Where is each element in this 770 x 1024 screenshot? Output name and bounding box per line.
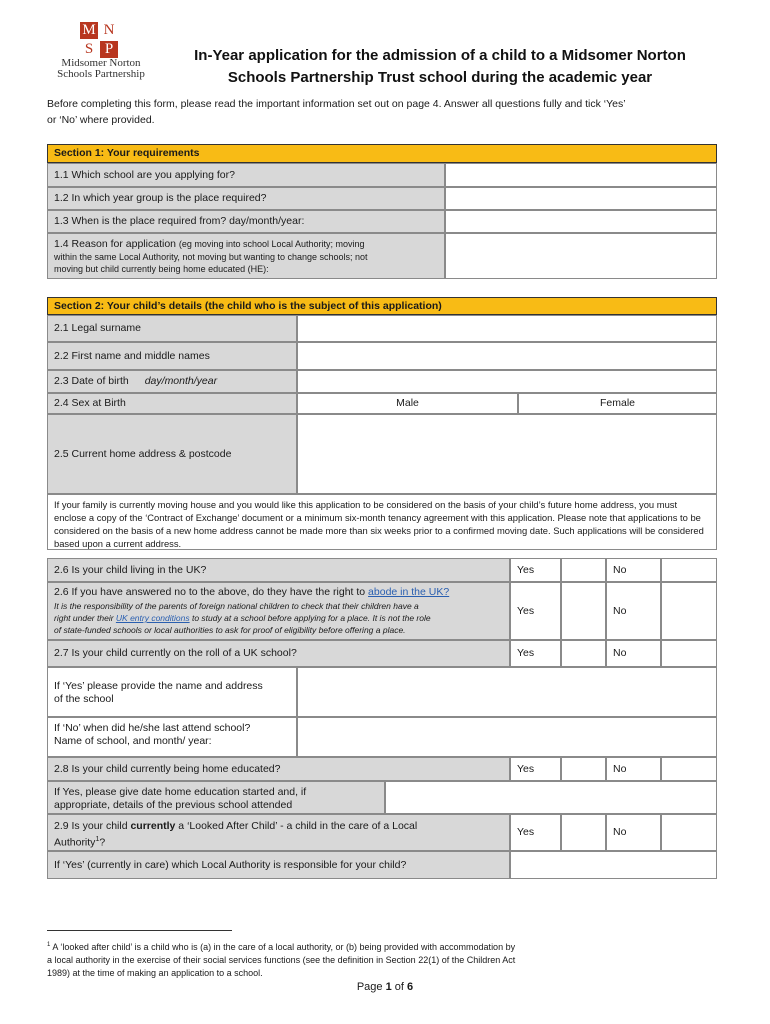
abode-link[interactable]: abode in the UK?: [368, 586, 450, 598]
section2-header: Section 2: Your child’s details (the child who is the subject of this application): [47, 297, 717, 315]
q2-2-label: 2.2 First name and middle names: [47, 342, 297, 370]
sex-female-option[interactable]: Female: [518, 393, 717, 414]
q2-7-label: 2.7 Is your child currently on the roll of a UK school?: [47, 640, 510, 667]
logo-text: Midsomer Norton Schools Partnership: [57, 57, 145, 80]
q2-9-la-label: If ‘Yes’ (currently in care) which Local Authority is responsible for your child?: [47, 851, 510, 879]
q2-6-no-label: No: [606, 558, 661, 582]
q2-8-yes-box[interactable]: [561, 757, 606, 781]
moving-house-note: If your family is currently moving house and you would like this application to be considered on the basis of your child’s future home address, you must enclose a copy of the ‘Contract of Exchange’ document or a minimum six-month tenancy agreement with this application. Please note that applications to be considered on the basis of a new home address cannot be made more than six weeks prior to a confirmed moving date. Such applications will be considered based upon a current address.: [47, 494, 717, 550]
q2-9-no-label: No: [606, 814, 661, 851]
q2-6b-no-label: No: [606, 582, 661, 640]
q2-7-no-box[interactable]: [661, 640, 717, 667]
q1-2-input[interactable]: [445, 187, 717, 210]
q1-4-input[interactable]: [445, 233, 717, 279]
q2-6-yes-box[interactable]: [561, 558, 606, 582]
intro-text: Before completing this form, please read the important information set out on page 4. Answer all questions fully and tick ‘Yes’ or ‘No’ where provided.: [47, 98, 626, 126]
q2-6-yes-label: Yes: [510, 558, 561, 582]
q2-7-no-details-label: If ‘No’ when did he/she last attend school? Name of school, and month/ year:: [47, 717, 297, 757]
q1-3-label: 1.3 When is the place required from? day/month/year:: [47, 210, 445, 233]
local-authority-input[interactable]: [510, 851, 717, 879]
logo: [80, 22, 118, 58]
q1-1-input[interactable]: [445, 163, 717, 187]
logo-letter: P: [100, 41, 118, 58]
surname-input[interactable]: [297, 315, 717, 342]
q2-8-label: 2.8 Is your child currently being home educated?: [47, 757, 510, 781]
q2-8-no-label: No: [606, 757, 661, 781]
q2-6b-yes-box[interactable]: [561, 582, 606, 640]
q2-1-label: 2.1 Legal surname: [47, 315, 297, 342]
q2-4-label: 2.4 Sex at Birth: [47, 393, 297, 414]
sex-male-option[interactable]: Male: [297, 393, 518, 414]
q2-8-yes-label: Yes: [510, 757, 561, 781]
q2-6-no-box[interactable]: [661, 558, 717, 582]
logo-letter: M: [80, 22, 98, 39]
q2-6b-no-box[interactable]: [661, 582, 717, 640]
q1-4-label: 1.4 Reason for application (eg moving into school Local Authority; moving within the same Local Authority, not moving but wanting to change schools; not moving but child currently being home educated (HE):: [47, 233, 445, 279]
current-school-input[interactable]: [297, 667, 717, 717]
home-education-input[interactable]: [385, 781, 717, 814]
logo-letter: N: [100, 22, 118, 39]
q2-9-label: 2.9 Is your child currently a ‘Looked After Child’ - a child in the care of a Local Authority$^1$?: [47, 814, 510, 851]
q2-5-label: 2.5 Current home address & postcode: [47, 414, 297, 494]
footnote: $^1$ A ‘looked after child’ is a child who is (a) in the care of a local authority, or (b) being provided with accommodation by a local authority in the exercise of their social services functions (see the definition in Section 22(1) of the Children Act 1989) at the time of making an application to a school.: [47, 942, 516, 978]
q2-7-no-label: No: [606, 640, 661, 667]
dob-input[interactable]: [297, 370, 717, 393]
last-school-input[interactable]: [297, 717, 717, 757]
q1-1-label: 1.1 Which school are you applying for?: [47, 163, 445, 187]
section1-header: Section 1: Your requirements: [47, 144, 717, 163]
logo-letter: S: [80, 41, 98, 58]
q2-9-yes-label: Yes: [510, 814, 561, 851]
footnote-divider: [47, 930, 232, 931]
first-names-input[interactable]: [297, 342, 717, 370]
q2-6b-yes-label: Yes: [510, 582, 561, 640]
address-input[interactable]: [297, 414, 717, 494]
q1-3-input[interactable]: [445, 210, 717, 233]
q2-9-yes-box[interactable]: [561, 814, 606, 851]
q2-7-yes-label: Yes: [510, 640, 561, 667]
q2-3-label: 2.3 Date of birth day/month/year: [47, 370, 297, 393]
q2-8-details-label: If Yes, please give date home education started and, if appropriate, details of the previous school attended: [47, 781, 385, 814]
page-number: Page 1 of 6: [356, 981, 414, 993]
q2-8-no-box[interactable]: [661, 757, 717, 781]
q2-7-yes-details-label: If ‘Yes’ please provide the name and address of the school: [47, 667, 297, 717]
q1-2-label: 1.2 In which year group is the place required?: [47, 187, 445, 210]
q2-7-yes-box[interactable]: [561, 640, 606, 667]
q2-9-no-box[interactable]: [661, 814, 717, 851]
q2-6b-label: 2.6 If you have answered no to the above, do they have the right to abode in the UK? It is the responsibility of the parents of foreign national children to check that their children have a right under their UK entry conditions to study at a school before applying for a place. It is not the role of state-funded schools or local authorities to ask for proof of eligibility before offering a place.: [47, 582, 510, 640]
uk-entry-link[interactable]: UK entry conditions: [115, 613, 190, 623]
page-title: In-Year application for the admission of a child to a Midsomer Norton Schools Partnership Trust school during the academic year: [194, 47, 686, 86]
q2-6-label: 2.6 Is your child living in the UK?: [47, 558, 510, 582]
